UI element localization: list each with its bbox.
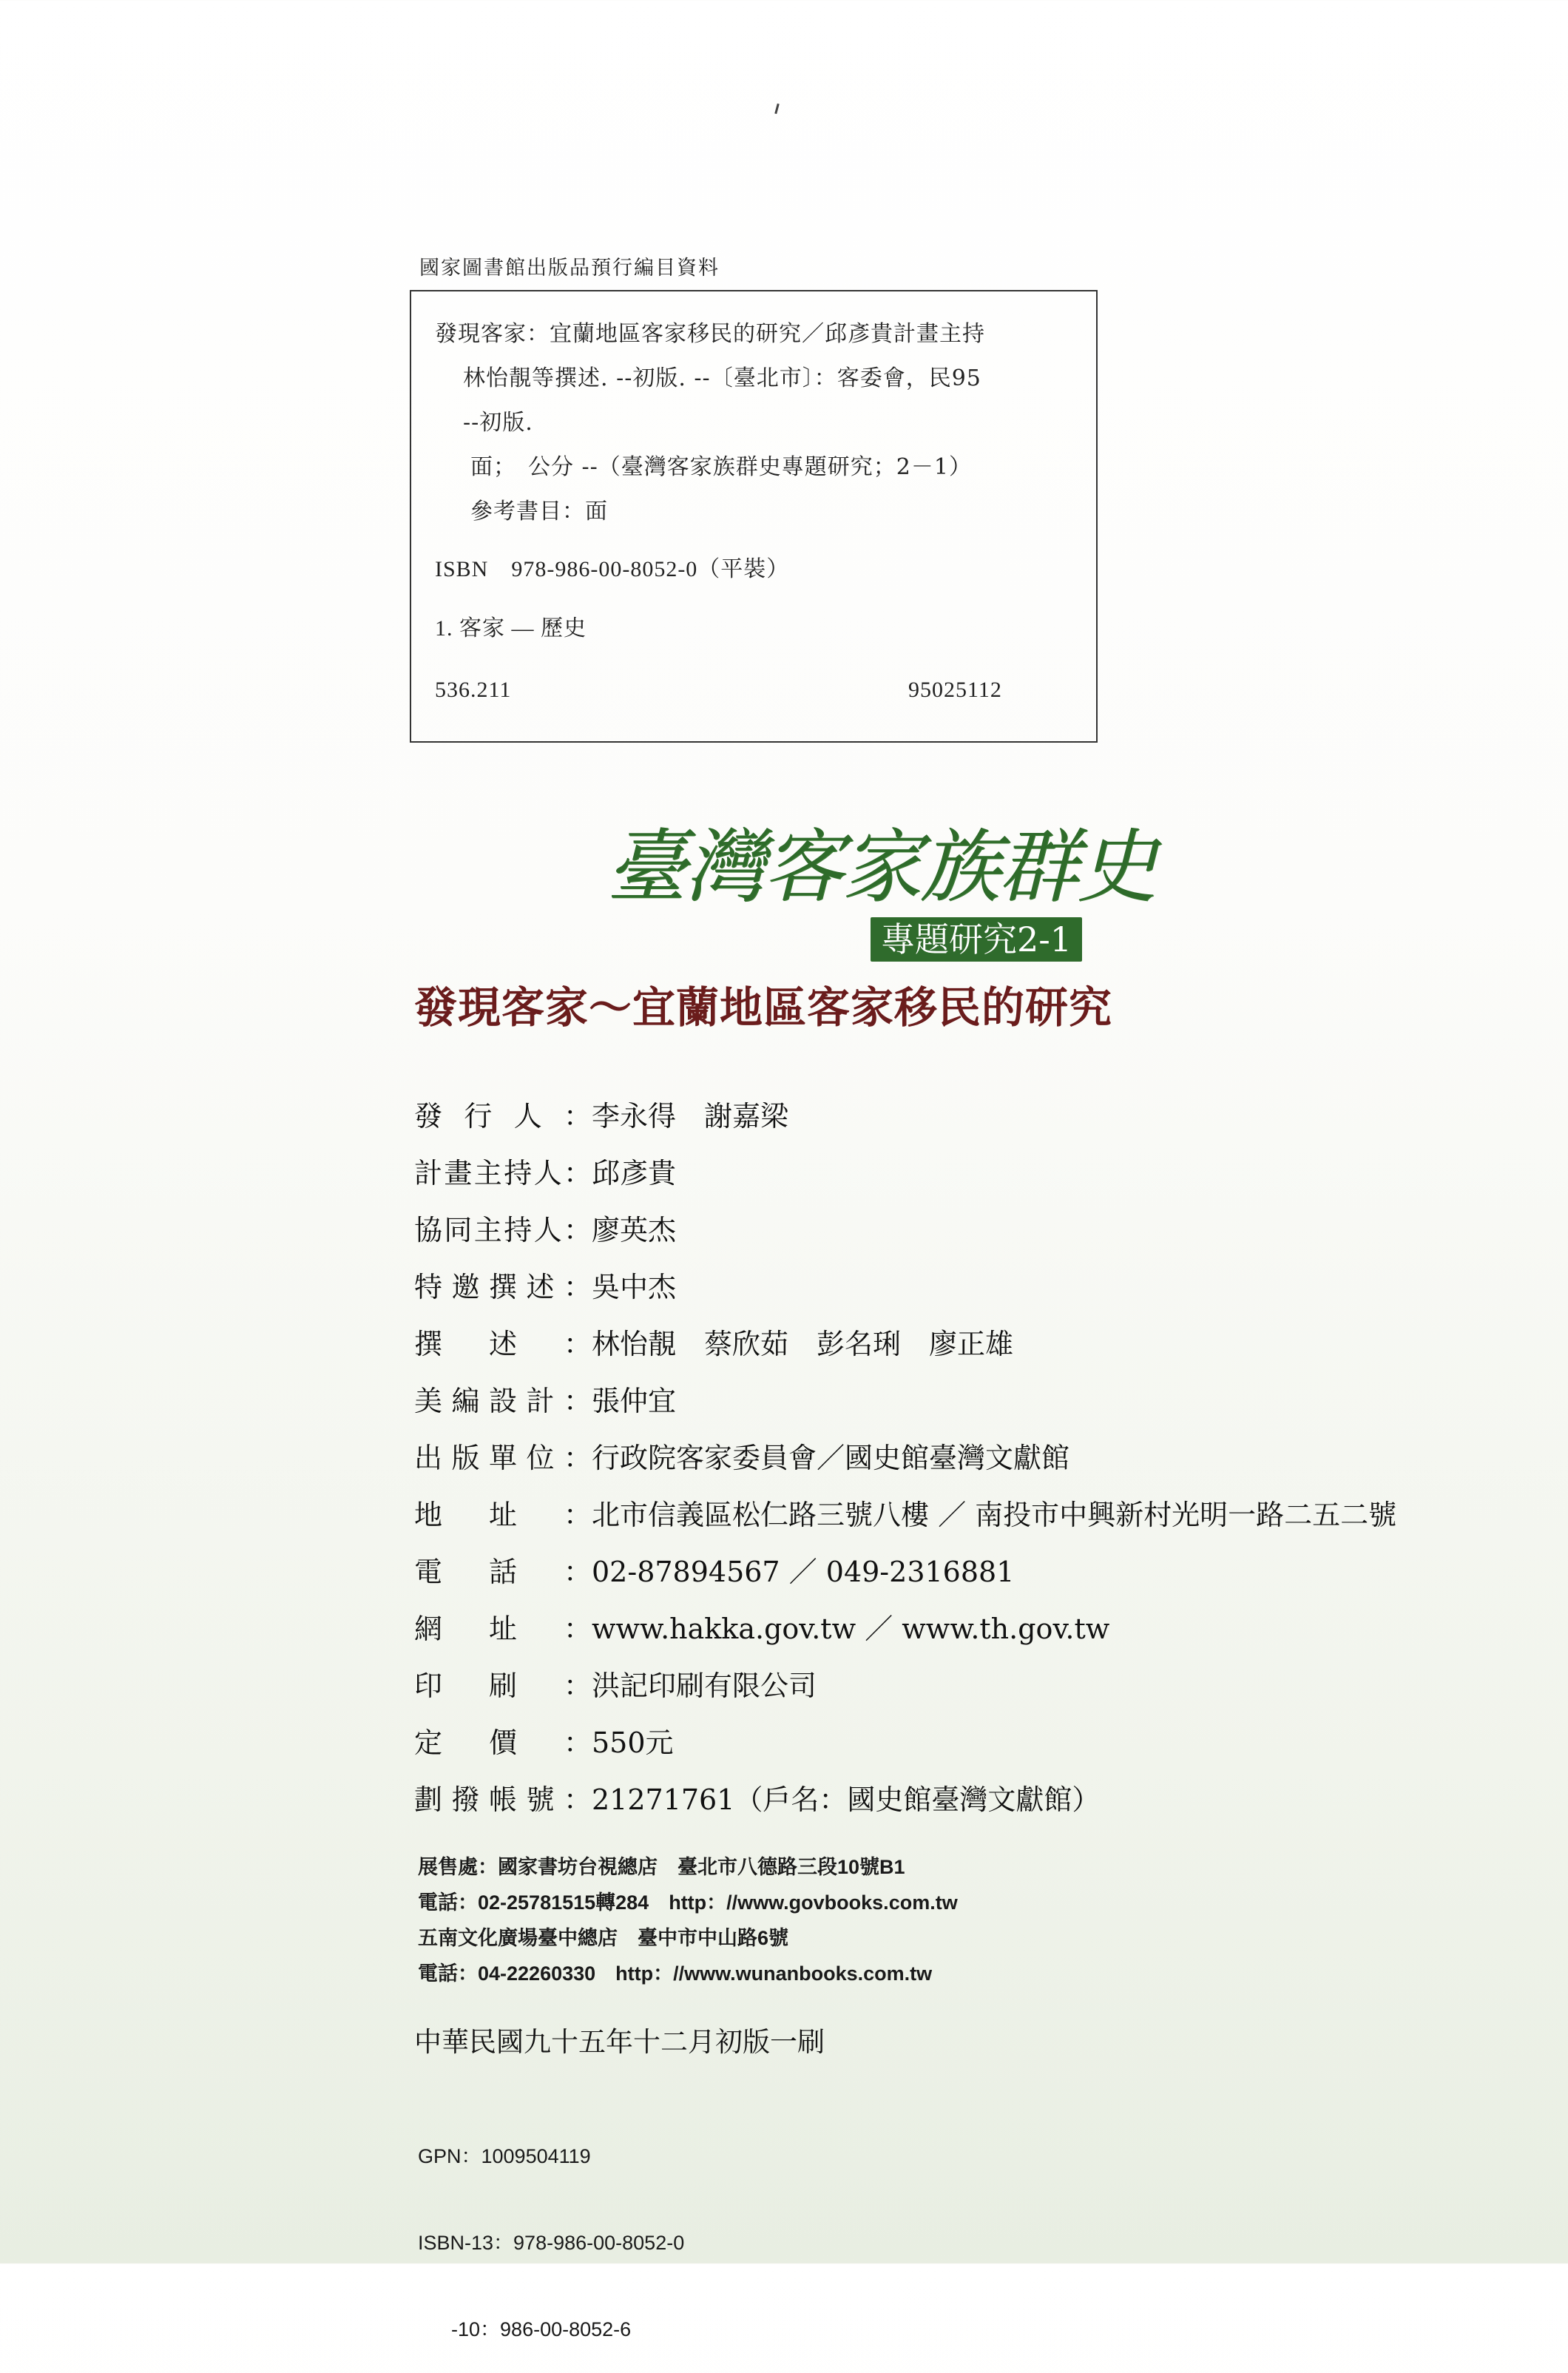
cip-edition-line: --初版. (463, 410, 533, 436)
credit-label: 發行人： (414, 1100, 592, 1133)
credit-value: 21271761（戶名：國史館臺灣文獻館） (592, 1783, 1101, 1816)
credit-label: 特邀撰述： (414, 1271, 592, 1303)
credit-value: 李永得 謝嘉梁 (592, 1100, 789, 1133)
credit-row (414, 1663, 817, 1704)
cip-bibliography-line: 參考書目：面 (470, 499, 608, 524)
sales-line: 電話：02-25781515轉284 http：//www.govbooks.com.tw (418, 1891, 958, 1914)
cip-physical-line: 面； 公分 --（臺灣客家族群史專題研究；2－1） (470, 454, 972, 480)
credit-label: 電話： (414, 1556, 592, 1588)
credit-label: 美編設計： (414, 1385, 592, 1417)
isbn13-code: ISBN-13：978-986-00-8052-0 (418, 2232, 685, 2254)
cip-record-number: 95025112 (908, 678, 1002, 702)
credit-row (414, 1378, 676, 1419)
credit-value: 邱彥貴 (592, 1157, 677, 1189)
credit-value: 550元 (592, 1726, 674, 1759)
credit-label: 定價： (414, 1726, 592, 1759)
publication-codes (418, 2085, 684, 2373)
credit-label: 出版單位： (414, 1442, 592, 1474)
credit-label: 計畫主持人： (414, 1157, 592, 1189)
credit-row (414, 1435, 1069, 1476)
credit-row (414, 1150, 676, 1191)
credit-label: 劃撥帳號： (414, 1783, 592, 1816)
credit-value: 洪記印刷有限公司 (592, 1670, 817, 1702)
edition-statement: 中華民國九十五年十二月初版一刷 (414, 2026, 825, 2058)
credit-value: www.hakka.gov.tw ／ www.th.gov.tw (592, 1613, 1110, 1645)
book-title: 發現客家～宜蘭地區客家移民的研究 (414, 982, 1113, 1033)
sales-info (418, 1849, 958, 1991)
credit-label: 印刷： (414, 1670, 592, 1702)
series-logo-title: 臺灣客家族群史 (606, 821, 1156, 914)
credit-value: 廖英杰 (592, 1214, 677, 1246)
credit-row (414, 1549, 1014, 1590)
credit-value: 林怡靚 蔡欣茹 彭名琍 廖正雄 (592, 1328, 1014, 1360)
credit-value: 北市信義區松仁路三號八樓 ／ 南投市中興新村光明一路二五二號 (592, 1499, 1397, 1531)
credit-row (414, 1606, 1109, 1647)
sales-line: 展售處：國家書坊台視總店 臺北市八德路三段10號B1 (418, 1856, 905, 1878)
credit-row (414, 1093, 788, 1134)
cip-author-line: 林怡靚等撰述. --初版. --〔臺北市〕：客委會，民95 (463, 365, 981, 391)
sales-line: 電話：04-22260330 http：//www.wunanbooks.com.tw (418, 1962, 933, 1985)
series-logo-subtitle: 專題研究2-1 (871, 917, 1082, 962)
credit-row (414, 1720, 674, 1761)
credit-row (414, 1321, 1013, 1362)
credit-value: 吳中杰 (592, 1271, 677, 1303)
isbn10-code: -10：986-00-8052-6 (418, 2318, 632, 2340)
credit-row (414, 1207, 676, 1248)
credit-value: 02-87894567 ／ 049-2316881 (592, 1556, 1015, 1588)
scan-mark (774, 104, 780, 114)
cip-record-box (410, 290, 1098, 743)
credit-row (414, 1492, 1396, 1533)
cip-header: 國家圖書館出版品預行編目資料 (419, 257, 720, 280)
credit-label: 地址： (414, 1499, 592, 1531)
credit-label: 協同主持人： (414, 1214, 592, 1246)
credit-value: 行政院客家委員會／國史館臺灣文獻館 (592, 1442, 1070, 1474)
credit-label: 撰述： (414, 1328, 592, 1360)
credit-value: 張仲宜 (592, 1385, 677, 1417)
credit-label: 網址： (414, 1613, 592, 1645)
credit-row (414, 1264, 676, 1305)
gpn-code: GPN：1009504119 (418, 2145, 591, 2167)
cip-subject-line: 1. 客家 — 歷史 (435, 616, 587, 641)
cip-isbn-line: ISBN 978-986-00-8052-0（平裝） (435, 557, 790, 581)
cip-class-number: 536.211 (435, 678, 512, 702)
credit-row (414, 1777, 1100, 1817)
sales-line: 五南文化廣場臺中總店 臺中市中山路6號 (418, 1927, 789, 1949)
cip-title-line: 發現客家：宜蘭地區客家移民的研究／邱彥貴計畫主持 (435, 321, 985, 347)
